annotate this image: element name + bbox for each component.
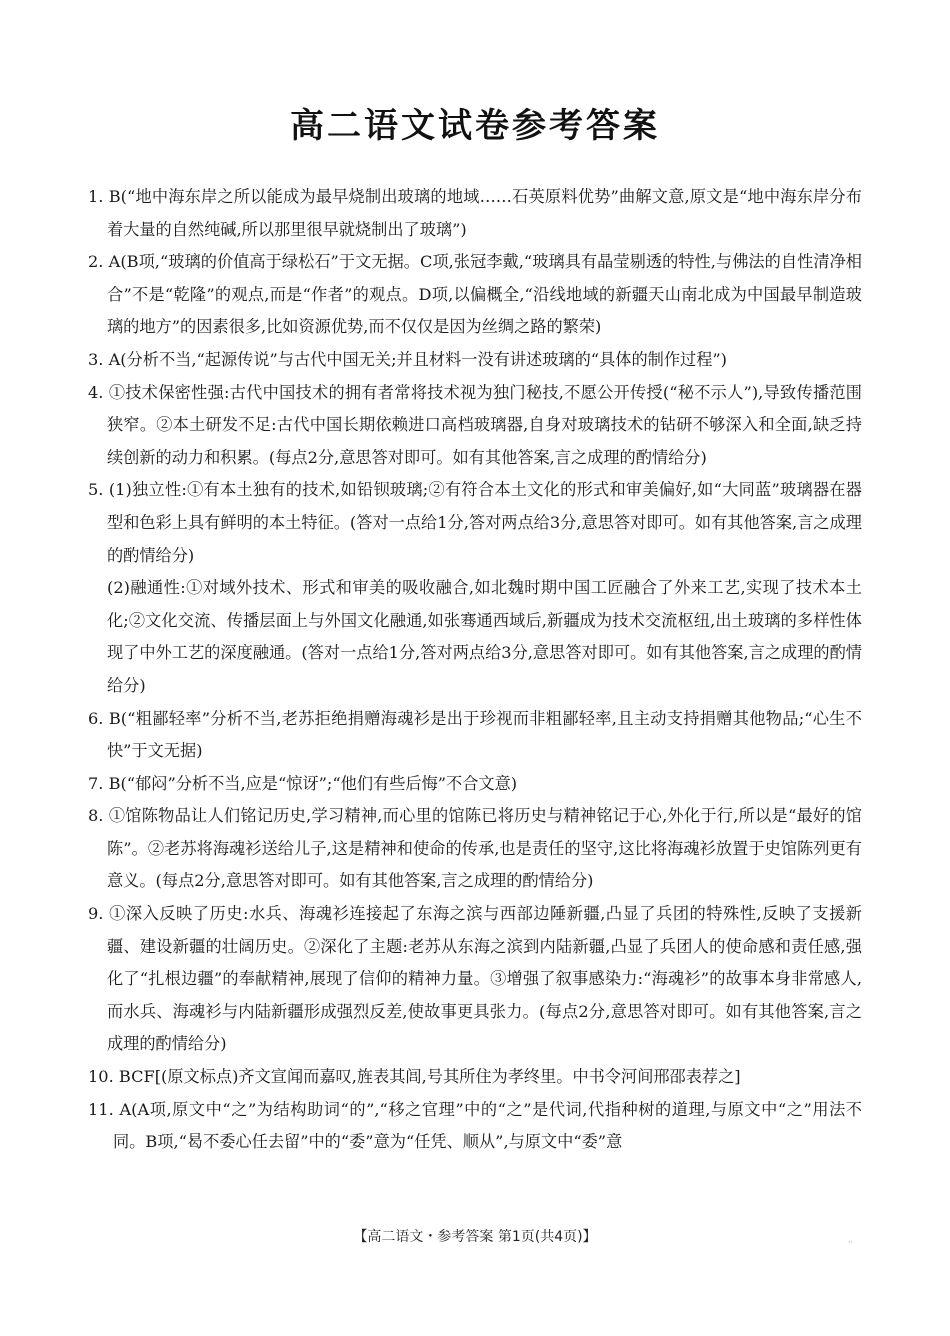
answer-item-10: 10. BCF[(原文标点)齐文宣闻而嘉叹,旌表其闾,号其所住为孝终里。中书令河间邢邵表荐之] — [88, 1067, 741, 1087]
answer-item-4: 4. ①技术保密性强:古代中国技术的拥有者常将技术视为独门秘技,不愿公开传授(“秘不示人”),导致传播范围狭窄。②本土研发不足:古代中国长期依赖进口高档玻璃器,自身对玻璃技术的钻研不够深入和全面,缺乏持续创新的动力和积累。(每点2分,意思答对即可。如有其他答案,言之成理的酌情给分) — [88, 382, 862, 467]
page-footer: 【高二语文・参考答案 第1页(共4页)】 — [353, 1229, 597, 1245]
answer-item-9: 9. ①深入反映了历史:水兵、海魂衫连接起了东海之滨与西部边陲新疆,凸显了兵团的特殊性,反映了支援新疆、建设新疆的壮阔历史。②深化了主题:老苏从东海之滨到内陆新疆,凸显了兵团人的使命感和责任感,强化了“扎根边疆”的奉献精神,展现了信仰的精神力量。③增强了叙事感染力:“海魂衫”的故事本身非常感人,而水兵、海魂衫与内陆新疆形成强烈反差,使故事更具张力。(每点2分,意思答对即可。如有其他答案,言之成理的酌情给分) — [88, 904, 862, 1054]
answer-item-6: 6. B(“粗鄙轻率”分析不当,老苏拒绝捐赠海魂衫是出于珍视而非粗鄙轻率,且主动支持捐赠其他物品;“心生不快”于文无据) — [88, 708, 862, 761]
answer-item-8: 8. ①馆陈物品让人们铭记历史,学习精神,而心里的馆陈已将历史与精神铭记于心,外化于行,所以是“最好的馆陈”。②老苏将海魂衫送给儿子,这是精神和使命的传承,也是责任的坚守,这比将海魂衫放置于史馆陈列更有意义。(每点2分,意思答对即可。如有其他答案,言之成理的酌情给分) — [88, 806, 862, 891]
answer-item-7: 7. B(“郁闷”分析不当,应是“惊讶”;“他们有些后悔”不合文意) — [88, 773, 518, 793]
answer-item-1: 1. B(“地中海东岸之所以能成为最早烧制出玻璃的地域……石英原料优势”曲解文意,原文是“地中海东岸分布着大量的自然纯碱,所以那里很早就烧制出了玻璃”) — [88, 187, 862, 239]
answer-item-3: 3. A(分析不当,“起源传说”与古代中国无关;并且材料一没有讲述玻璃的“具体的制作过程”) — [88, 349, 727, 369]
page-title: 高二语文试卷参考答案 — [290, 106, 660, 146]
corner-mark: ·· — [848, 1238, 854, 1247]
answer-item-2: 2. A(B项,“玻璃的价值高于绿松石”于文无据。C项,张冠李戴,“玻璃具有晶莹剔透的特性,与佛法的自性清净相合”不是“乾隆”的观点,而是“作者”的观点。D项,以偏概全,“沿线地域的新疆天山南北成为中国最早制造玻璃的地方”的因素很多,比如资源优势,而不仅仅是因为丝绸之路的繁荣) — [88, 252, 862, 337]
answer-item-5-part-2: (2)融通性:①对域外技术、形式和审美的吸收融合,如北魏时期中国工匠融合了外来工艺,实现了技术本土化;②文化交流、传播层面上与外国文化融通,如张骞通西域后,新疆成为技术交流枢纽,出土玻璃的多样性体现了中外工艺的深度融通。(答对一点给1分,答对两点给3分,意思答对即可。如有其他答案,言之成理的酌情给分) — [107, 578, 862, 695]
answer-item-11: 11. A(A项,原文中“之”为结构助词“的”,“移之官理”中的“之”是代词,代指种树的道理,与原文中“之”用法不同。B项,“曷不委心任去留”中的“委”意为“任凭、顺从”,与原文中“委”意 — [88, 1099, 862, 1152]
answer-item-5-part-1: 5. (1)独立性:①有本土独有的技术,如铅钡玻璃;②有符合本土文化的形式和审美偏好,如“大同蓝”玻璃器在器型和色彩上具有鲜明的本土特征。(答对一点给1分,答对两点给3分,意思答对即可。如有其他答案,言之成理的酌情给分) — [88, 480, 862, 565]
answer-list — [88, 181, 862, 1159]
